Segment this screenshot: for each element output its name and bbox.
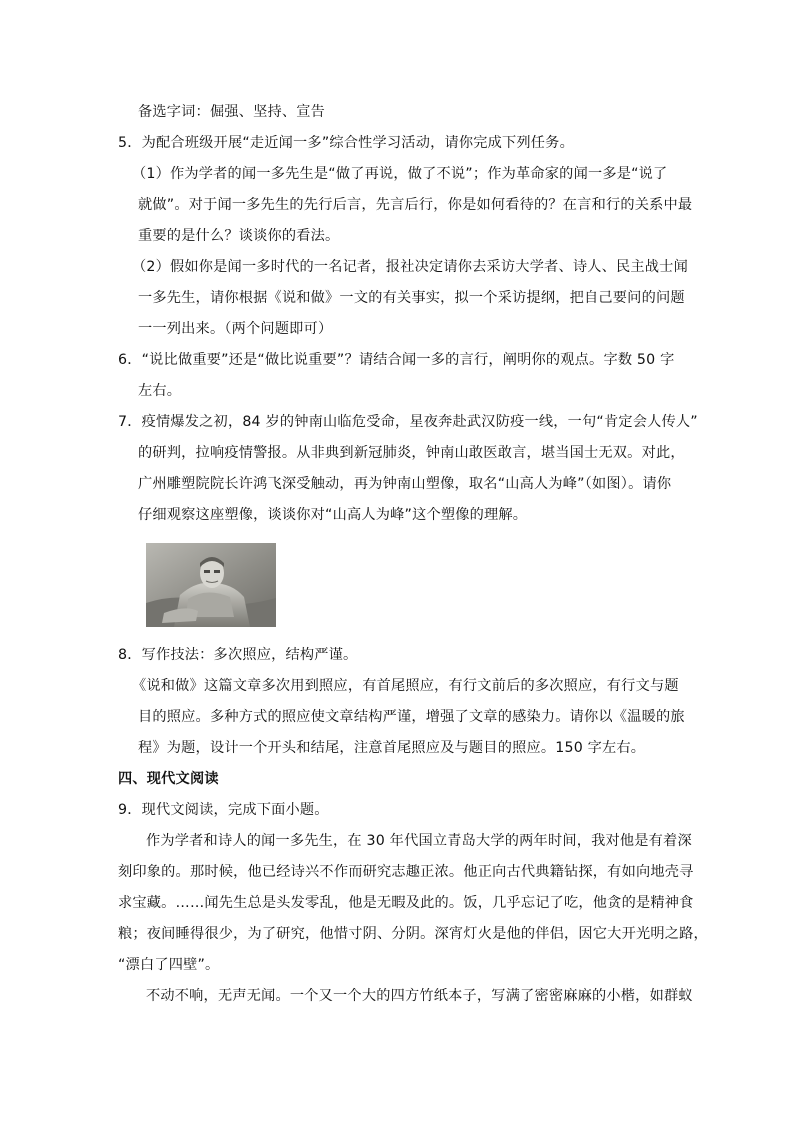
sculpture-photo xyxy=(146,543,276,627)
question-9-heading: 9．现代文阅读，完成下面小题。 xyxy=(118,802,329,818)
passage-line: 求宝藏。……闻先生总是头发零乱，他是无暇及此的。饭，几乎忘记了吃，他贪的是精神食 xyxy=(118,895,694,911)
text-line: 程》为题，设计一个开头和结尾，注意首尾照应及与题目的照应。150 字左右。 xyxy=(138,740,646,756)
question-6-heading: 6．“说比做重要”还是“做比说重要”？请结合闻一多的言行，阐明你的观点。字数 50 字 xyxy=(118,352,675,368)
text-line: 《说和做》这篇文章多次用到照应，有首尾照应，有行文前后的多次照应，有行文与题 xyxy=(132,678,679,694)
text-line: 左右。 xyxy=(138,383,182,399)
text-line: 仔细观察这座塑像，谈谈你对“山高人为峰”这个塑像的理解。 xyxy=(138,507,528,523)
passage-line: 不动不响，无声无闻。一个又一个大的四方竹纸本子，写满了密密麻麻的小楷，如群蚁 xyxy=(146,988,693,1004)
passage-line: 作为学者和诗人的闻一多先生，在 30 年代国立青岛大学的两年时间，我对他是有着深 xyxy=(146,833,692,849)
text-line: 广州雕塑院院长许鸿飞深受触动，再为钟南山塑像，取名“山高人为峰”（如图）。请你 xyxy=(138,476,672,492)
text-line: （1）作为学者的闻一多先生是“做了再说，做了不说”；作为革命家的闻一多是“说了 xyxy=(132,166,668,182)
text-line: 目的照应。多种方式的照应使文章结构严谨，增强了文章的感染力。请你以《温暖的旅 xyxy=(138,709,685,725)
text-line: 一一列出来。（两个问题即可） xyxy=(138,321,333,337)
text-line: 就做”。对于闻一多先生的先行后言，先言后行，你是如何看待的？在言和行的关系中最 xyxy=(138,197,693,213)
question-8-heading: 8．写作技法：多次照应，结构严谨。 xyxy=(118,647,358,663)
text-line: 备选字词：倔强、坚持、宣告 xyxy=(138,104,326,120)
text-line: （2）假如你是闻一多时代的一名记者，报社决定请你去采访大学者、诗人、民主战士闻 xyxy=(132,259,688,275)
text-line: 一多先生，请你根据《说和做》一文的有关事实，拟一个采访提纲，把自己要问的问题 xyxy=(138,290,685,306)
sculpture-image xyxy=(146,543,276,627)
question-5-heading: 5．为配合班级开展“走近闻一多”综合性学习活动，请你完成下列任务。 xyxy=(118,135,574,151)
text-line: 重要的是什么？谈谈你的看法。 xyxy=(138,228,340,244)
question-7-heading: 7．疫情爆发之初，84 岁的钟南山临危受命，星夜奔赴武汉防疫一线，一句“肯定会人传人” xyxy=(118,414,698,430)
section-heading: 四、现代文阅读 xyxy=(118,771,219,787)
passage-line: 粮；夜间睡得很少，为了研究，他惜寸阴、分阴。深宵灯火是他的伴侣，因它大开光明之路， xyxy=(118,926,708,942)
passage-line: 刻印象的。那时候，他已经诗兴不作而研究志趣正浓。他正向古代典籍钻探，有如向地壳寻 xyxy=(118,864,694,880)
passage-line: “漂白了四壁”。 xyxy=(118,957,220,973)
text-line: 的研判，拉响疫情警报。从非典到新冠肺炎，钟南山敢医敢言，堪当国士无双。对此， xyxy=(138,445,685,461)
